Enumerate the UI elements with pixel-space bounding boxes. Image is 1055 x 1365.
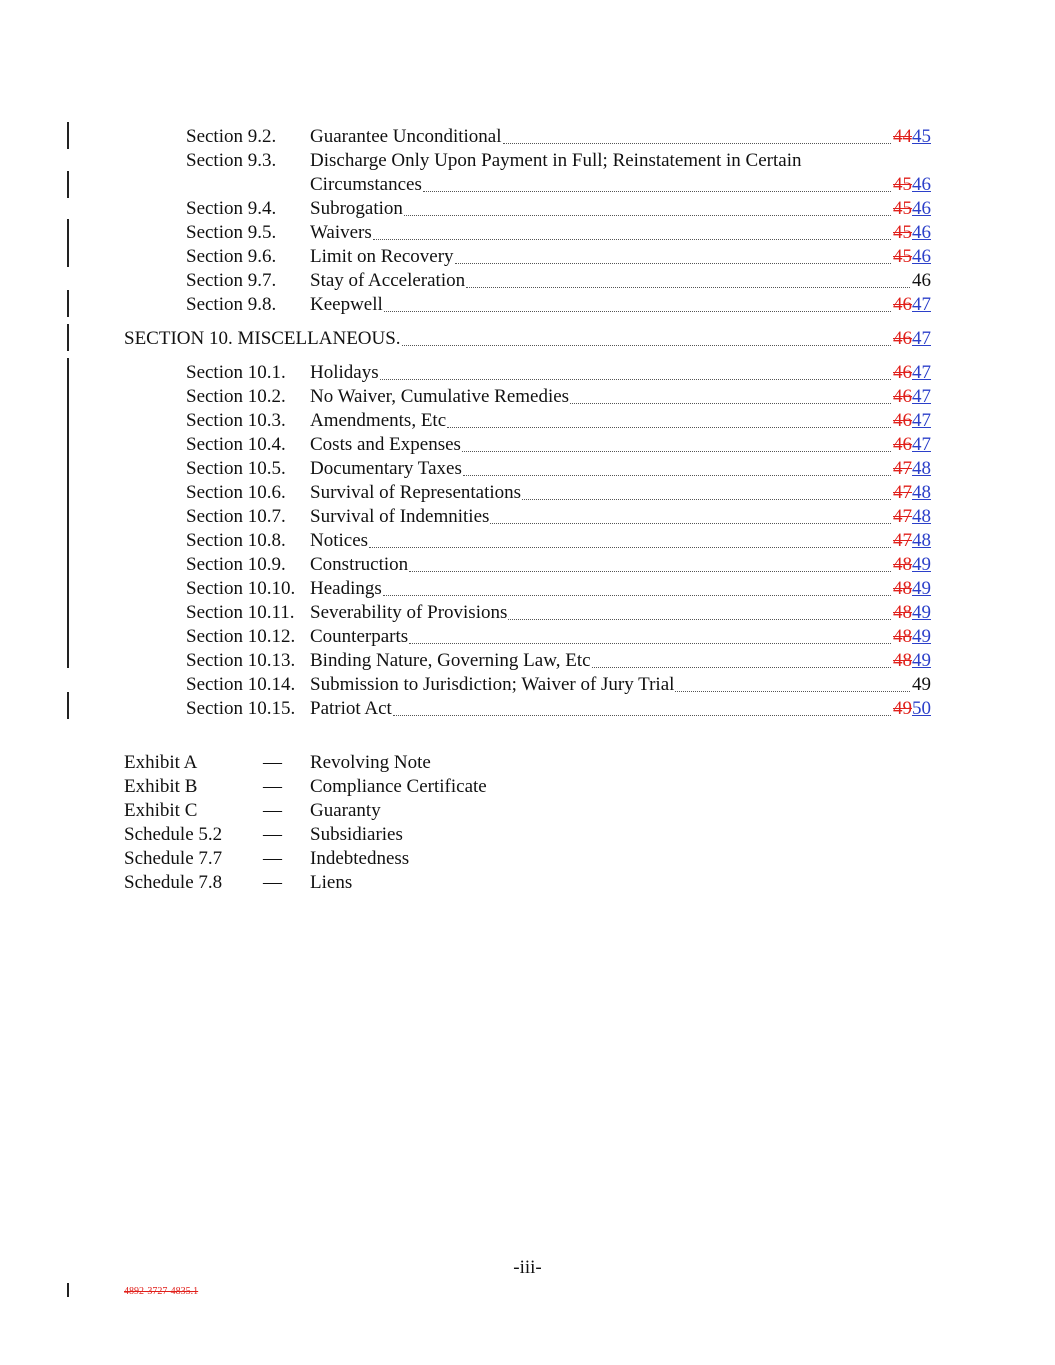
toc-entry[interactable]	[0, 625, 1055, 649]
section-title: Notices	[310, 530, 369, 551]
section-number: Section 9.6.	[186, 246, 277, 267]
toc-entry-9-3[interactable]	[0, 149, 1055, 173]
exhibit-description: Indebtedness	[310, 848, 410, 869]
exhibit-label: Exhibit B	[124, 776, 198, 797]
toc-entry[interactable]	[0, 649, 1055, 673]
page-new-link[interactable]: 47	[912, 328, 931, 349]
section-number: Section 9.4.	[186, 198, 277, 219]
toc-title-line	[310, 553, 931, 577]
toc-entry[interactable]	[0, 361, 1055, 385]
page-new-link[interactable]: 46	[912, 174, 931, 195]
dot-leader	[423, 190, 891, 192]
change-bar	[67, 324, 69, 351]
section-number: Section 10.4.	[186, 434, 286, 455]
toc-entry-9-2[interactable]	[0, 125, 1055, 149]
section-number: Section 10.6.	[186, 482, 286, 503]
dot-leader	[409, 642, 891, 644]
page-old-deleted: 48	[893, 626, 912, 647]
exhibit-label: Exhibit A	[124, 752, 198, 773]
exhibit-dash: —	[263, 848, 282, 869]
page-new-link[interactable]: 49	[912, 626, 931, 647]
section-number: Section 9.5.	[186, 222, 277, 243]
exhibit-description: Revolving Note	[310, 752, 431, 773]
page-ref	[893, 293, 931, 317]
dot-leader	[373, 238, 891, 240]
section-number: Section 10.9.	[186, 554, 286, 575]
change-bar	[67, 171, 69, 198]
section-title: Severability of Provisions	[310, 602, 508, 623]
page-new-link[interactable]: 48	[912, 458, 931, 479]
dot-leader	[490, 522, 891, 524]
page-ref: 46	[912, 270, 931, 291]
section-title: Holidays	[310, 362, 379, 383]
page-old-deleted: 46	[893, 362, 912, 383]
toc-section-10-heading[interactable]	[0, 327, 1055, 351]
page-old-deleted: 45	[893, 222, 912, 243]
section-number: Section 9.3.	[186, 150, 277, 171]
section-number: Section 10.10.	[186, 578, 296, 599]
toc-title-line	[310, 577, 931, 601]
toc-entry-9-4[interactable]	[0, 197, 1055, 221]
page-old-deleted: 46	[893, 328, 912, 349]
dot-leader	[393, 714, 891, 716]
page-old-deleted: 45	[893, 198, 912, 219]
page-old-deleted: 46	[893, 386, 912, 407]
page-old-deleted: 49	[893, 698, 912, 719]
page-ref	[893, 697, 931, 721]
page-ref	[893, 481, 931, 505]
toc-title-line	[310, 529, 931, 553]
toc-title-line	[310, 221, 931, 245]
dot-leader	[675, 690, 910, 692]
section-number: Section 10.2.	[186, 386, 286, 407]
dot-leader	[592, 666, 891, 668]
page-ref	[893, 457, 931, 481]
page-ref	[893, 529, 931, 553]
toc-title-line	[310, 505, 931, 529]
page-ref: 49	[912, 674, 931, 695]
section-heading-title: SECTION 10. MISCELLANEOUS.	[124, 328, 401, 349]
section-title: Patriot Act	[310, 698, 392, 719]
page-old-deleted: 47	[893, 506, 912, 527]
section-number: Section 10.15.	[186, 698, 296, 719]
section-title: Amendments, Etc	[310, 410, 447, 431]
page-old-deleted: 46	[893, 294, 912, 315]
section-title: Survival of Representations	[310, 482, 522, 503]
toc-title-line	[310, 457, 931, 481]
page-old-deleted: 48	[893, 578, 912, 599]
page-new-link[interactable]: 49	[912, 578, 931, 599]
section-title: Discharge Only Upon Payment in Full; Reinstatement in Certain	[310, 150, 802, 171]
change-bar	[67, 122, 69, 149]
page-ref	[893, 649, 931, 673]
page-ref	[893, 409, 931, 433]
page-new-link[interactable]: 47	[912, 362, 931, 383]
dot-leader	[380, 378, 891, 380]
toc-entry[interactable]	[0, 457, 1055, 481]
page-old-deleted: 48	[893, 650, 912, 671]
toc-title-line	[310, 601, 931, 625]
page-old-deleted: 48	[893, 602, 912, 623]
dot-leader	[402, 344, 891, 346]
section-number: Section 10.11.	[186, 602, 295, 623]
section-title: Survival of Indemnities	[310, 506, 490, 527]
change-bar	[67, 1283, 69, 1297]
section-title: Submission to Jurisdiction; Waiver of Jury Trial	[310, 674, 675, 695]
toc-title-line	[310, 625, 931, 649]
section-number: Section 10.13.	[186, 650, 296, 671]
toc-title-line	[310, 293, 931, 317]
page-ref	[893, 173, 931, 197]
page-old-deleted: 45	[893, 174, 912, 195]
section-title: Waivers	[310, 222, 372, 243]
page-ref	[893, 601, 931, 625]
change-bar	[67, 358, 69, 668]
section-title: Stay of Acceleration	[310, 270, 466, 291]
change-bar	[67, 692, 69, 719]
toc-entry[interactable]	[0, 385, 1055, 409]
toc-title-line	[310, 361, 931, 385]
dot-leader	[409, 570, 891, 572]
page-new-link[interactable]: 45	[912, 126, 931, 147]
toc-title-line	[310, 173, 931, 197]
page-old-deleted: 47	[893, 458, 912, 479]
section-title: Binding Nature, Governing Law, Etc	[310, 650, 591, 671]
section-number: Section 9.7.	[186, 270, 277, 291]
page-ref	[893, 245, 931, 269]
document-id-deleted: 4892-3727-4835.1	[124, 1286, 199, 1297]
toc-title-line	[310, 433, 931, 457]
exhibit-label: Schedule 5.2	[124, 824, 223, 845]
section-number: Section 10.5.	[186, 458, 286, 479]
section-number: Section 9.8.	[186, 294, 277, 315]
page-new-link[interactable]: 49	[912, 602, 931, 623]
toc-entry[interactable]	[0, 529, 1055, 553]
toc-entry[interactable]	[0, 697, 1055, 721]
dot-leader	[384, 310, 891, 312]
toc-entry-9-3-cont[interactable]	[0, 173, 1055, 197]
page-old-deleted: 48	[893, 554, 912, 575]
toc-entry[interactable]	[0, 601, 1055, 625]
toc-entry[interactable]	[0, 553, 1055, 577]
dot-leader	[369, 546, 891, 548]
page-new-link[interactable]: 49	[912, 650, 931, 671]
exhibit-description: Liens	[310, 872, 353, 893]
change-bar	[67, 290, 69, 317]
toc-entry-9-6[interactable]	[0, 245, 1055, 269]
toc-entry-9-5[interactable]	[0, 221, 1055, 245]
page-ref	[893, 505, 931, 529]
toc-title-line	[310, 385, 931, 409]
toc-entry[interactable]	[0, 577, 1055, 601]
section-title: Guarantee Unconditional	[310, 126, 502, 147]
page-old-deleted: 46	[893, 410, 912, 431]
page-new-link[interactable]: 50	[912, 698, 931, 719]
change-bar	[67, 219, 69, 267]
section-number: Section 10.12.	[186, 626, 296, 647]
section-title: Keepwell	[310, 294, 383, 315]
toc-title-line	[310, 697, 931, 721]
section-number: Section 10.7.	[186, 506, 286, 527]
page-new-link[interactable]: 48	[912, 482, 931, 503]
toc-title-line	[310, 409, 931, 433]
page-ref	[893, 577, 931, 601]
toc-title-line	[310, 245, 931, 269]
section-title: Construction	[310, 554, 409, 575]
toc-title-line	[310, 673, 931, 697]
page-new-link[interactable]: 48	[912, 506, 931, 527]
toc-title-line	[124, 327, 931, 351]
section-number: Section 10.8.	[186, 530, 286, 551]
section-title: Documentary Taxes	[310, 458, 462, 479]
dot-leader	[455, 262, 891, 264]
page-ref	[893, 385, 931, 409]
page-ref	[893, 221, 931, 245]
dot-leader	[404, 214, 891, 216]
exhibit-dash: —	[263, 872, 282, 893]
page-old-deleted: 47	[893, 482, 912, 503]
section-title-continued: Circumstances	[310, 174, 422, 195]
page-new-link[interactable]: 46	[912, 198, 931, 219]
section-title: Costs and Expenses	[310, 434, 461, 455]
toc-title-line	[310, 197, 931, 221]
section-title: Counterparts	[310, 626, 409, 647]
dot-leader	[570, 402, 891, 404]
exhibit-description: Guaranty	[310, 800, 381, 821]
exhibit-dash: —	[263, 776, 282, 797]
page-new-link[interactable]: 46	[912, 246, 931, 267]
dot-leader	[462, 450, 891, 452]
page-new-link[interactable]: 49	[912, 554, 931, 575]
page-number: -iii-	[513, 1257, 542, 1278]
page-ref	[893, 553, 931, 577]
section-number: Section 10.14.	[186, 674, 296, 695]
page-ref	[893, 433, 931, 457]
exhibit-dash: —	[263, 752, 282, 773]
section-number: Section 9.2.	[186, 126, 277, 147]
exhibit-label: Schedule 7.7	[124, 848, 223, 869]
page-ref	[893, 625, 931, 649]
toc-title-line	[310, 481, 931, 505]
page-ref	[893, 327, 931, 351]
page-ref	[893, 361, 931, 385]
toc-title-line	[310, 269, 931, 293]
page-new-link[interactable]: 47	[912, 434, 931, 455]
page-new-link[interactable]: 47	[912, 294, 931, 315]
dot-leader	[508, 618, 891, 620]
page-old-deleted: 44	[893, 126, 912, 147]
exhibit-dash: —	[263, 800, 282, 821]
section-title: Subrogation	[310, 198, 403, 219]
toc-title-line	[310, 125, 931, 149]
page-old-deleted: 45	[893, 246, 912, 267]
toc-entry[interactable]	[0, 433, 1055, 457]
dot-leader	[522, 498, 891, 500]
dot-leader	[466, 286, 910, 288]
dot-leader	[503, 142, 891, 144]
page-old-deleted: 47	[893, 530, 912, 551]
toc-entry[interactable]	[0, 673, 1055, 697]
toc-entry-9-7[interactable]	[0, 269, 1055, 293]
toc-entry[interactable]	[0, 505, 1055, 529]
page-new-link[interactable]: 48	[912, 530, 931, 551]
toc-entry[interactable]	[0, 481, 1055, 505]
dot-leader	[463, 474, 891, 476]
page-new-link[interactable]: 46	[912, 222, 931, 243]
exhibit-description: Compliance Certificate	[310, 776, 487, 797]
dot-leader	[447, 426, 891, 428]
section-number: Section 10.3.	[186, 410, 286, 431]
dot-leader	[383, 594, 891, 596]
page-ref	[893, 197, 931, 221]
page-new-link[interactable]: 47	[912, 386, 931, 407]
exhibit-dash: —	[263, 824, 282, 845]
page-new-link[interactable]: 47	[912, 410, 931, 431]
section-title: Headings	[310, 578, 382, 599]
section-title: No Waiver, Cumulative Remedies	[310, 386, 570, 407]
page-old-deleted: 46	[893, 434, 912, 455]
exhibit-label: Schedule 7.8	[124, 872, 223, 893]
toc-entry-9-8[interactable]	[0, 293, 1055, 317]
section-title: Limit on Recovery	[310, 246, 454, 267]
exhibit-description: Subsidiaries	[310, 824, 403, 845]
page-ref	[893, 125, 931, 149]
section-number: Section 10.1.	[186, 362, 286, 383]
toc-entry[interactable]	[0, 409, 1055, 433]
toc-title-line	[310, 649, 931, 673]
exhibit-label: Exhibit C	[124, 800, 198, 821]
